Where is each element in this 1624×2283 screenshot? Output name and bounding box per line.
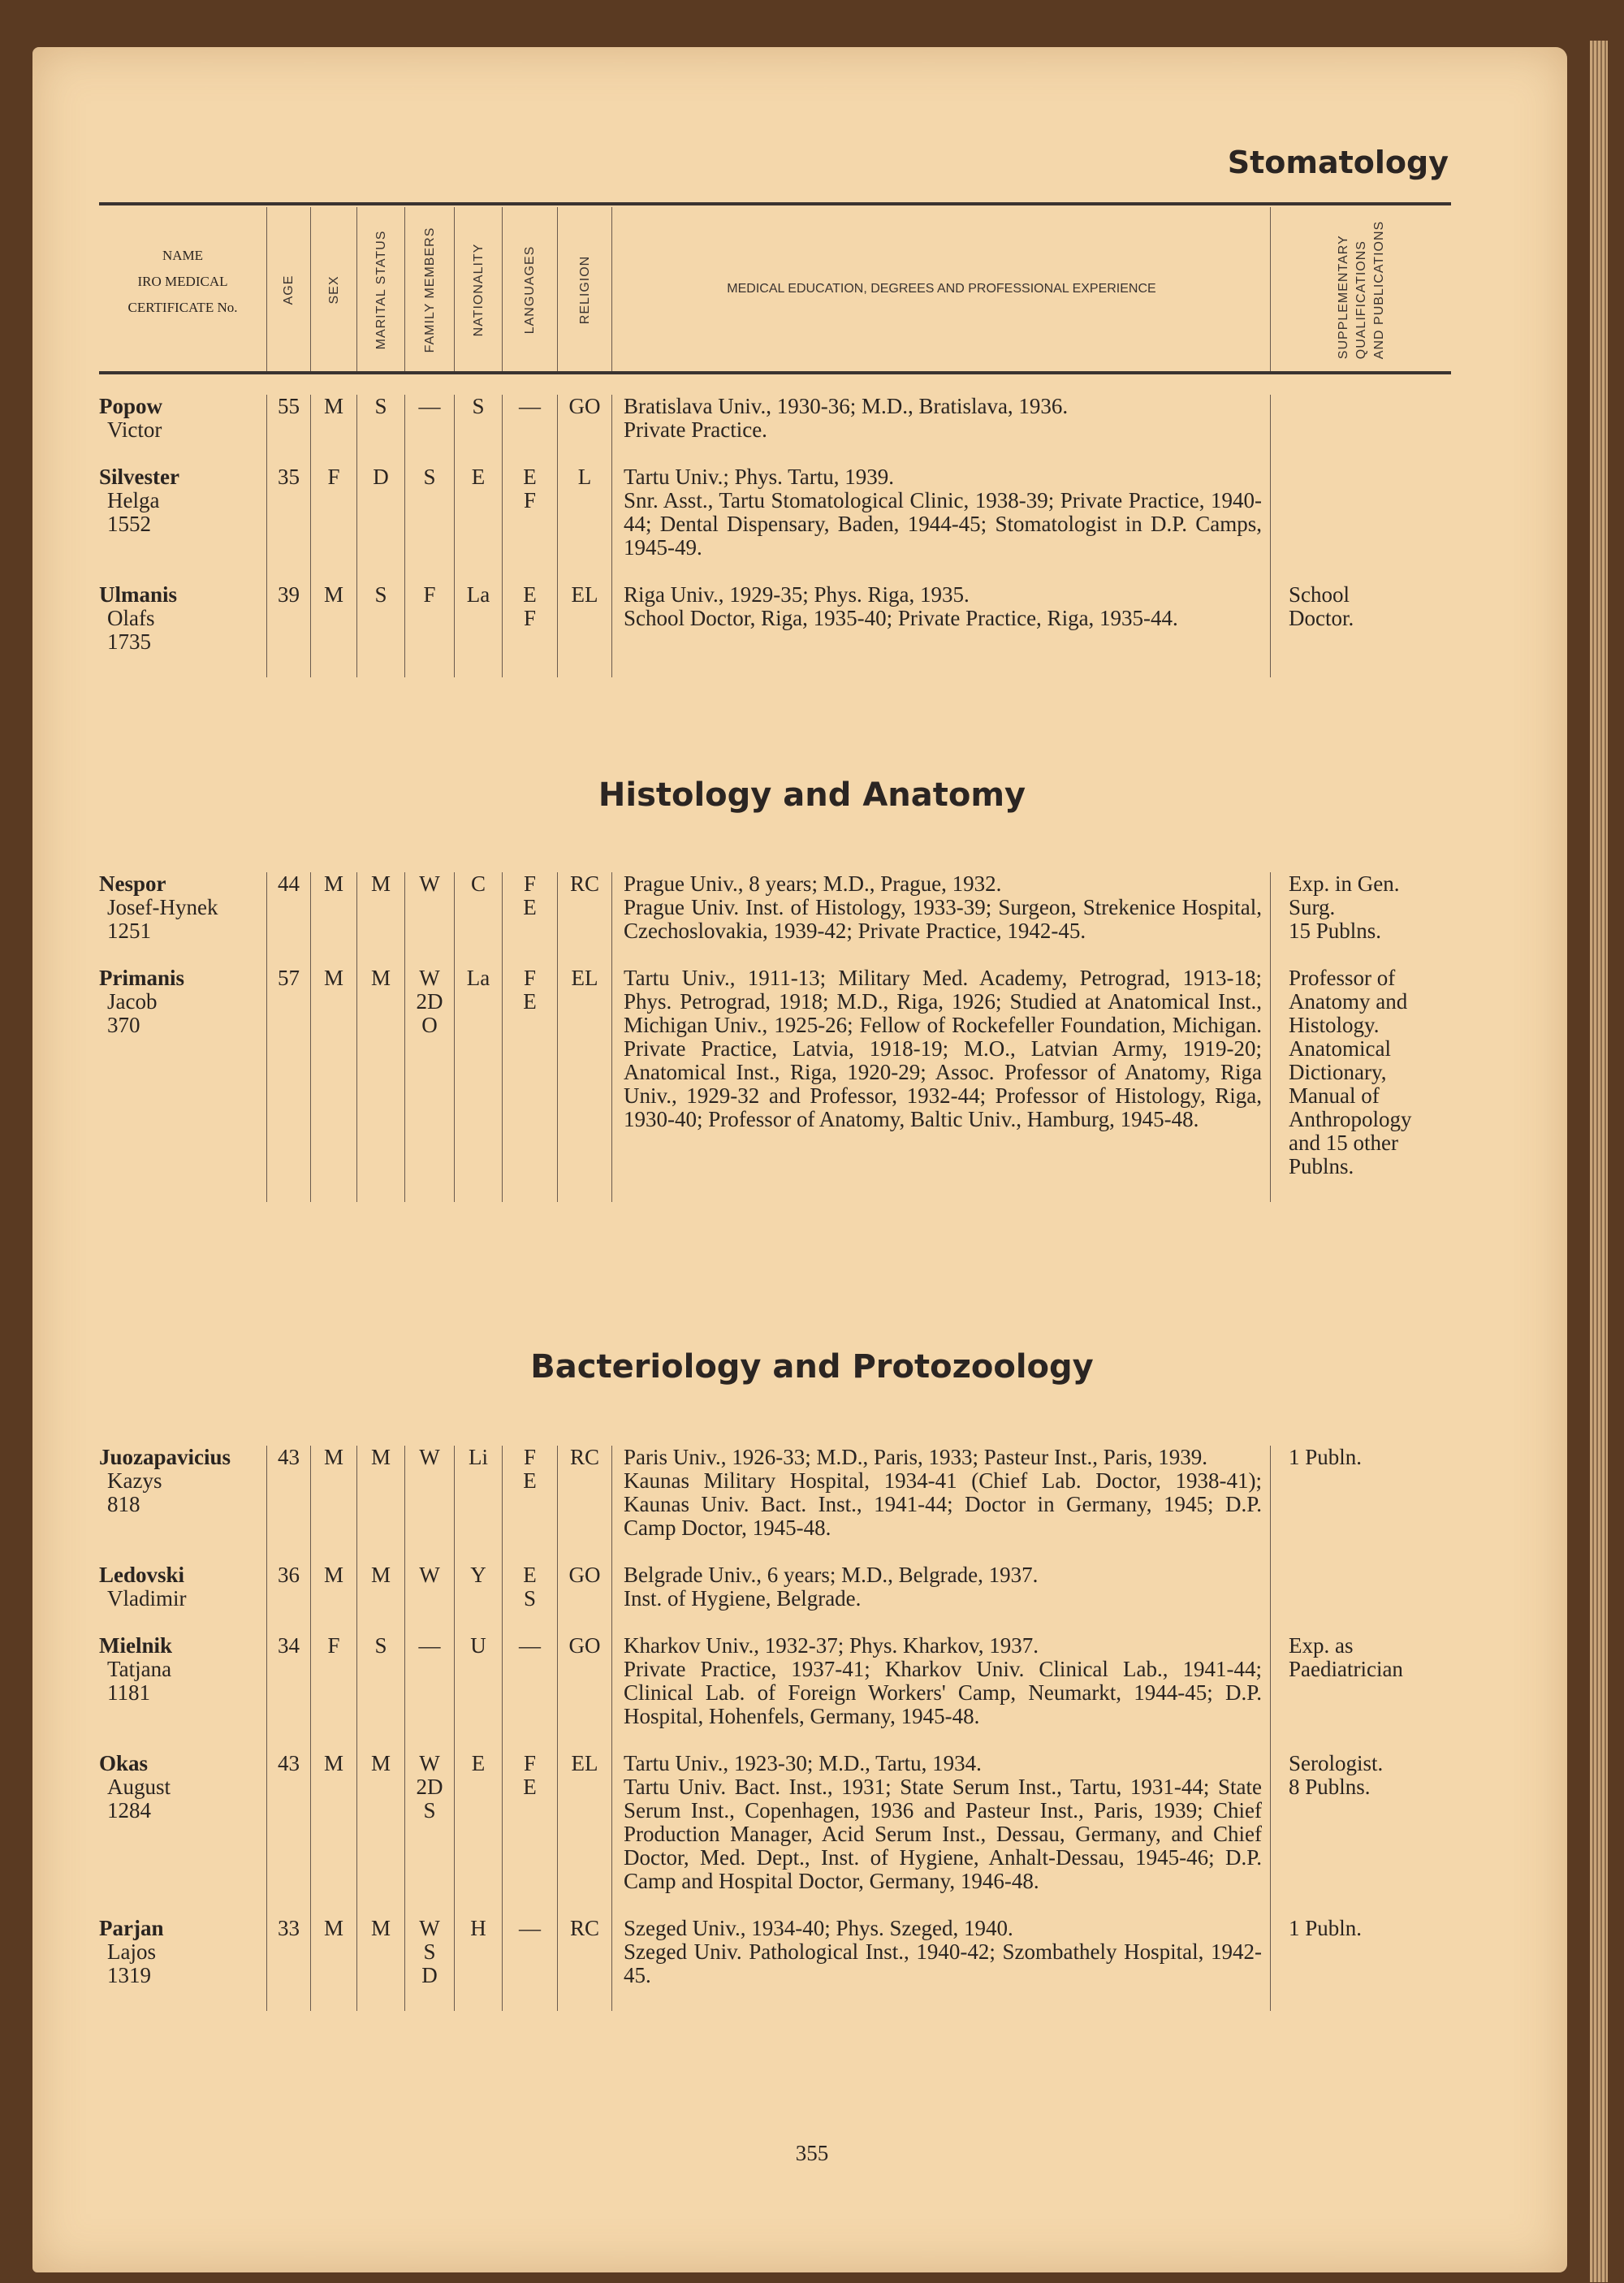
sex-cell: M — [310, 966, 356, 1202]
given-name-cert: Helga 1552 — [107, 488, 160, 536]
given-name-cert: August 1284 — [107, 1775, 171, 1823]
header-family-label: FAMILY MEMBERS — [422, 227, 437, 353]
marital-cell: S — [356, 583, 404, 677]
religion-cell: EL — [557, 1752, 611, 1917]
sex-cell: F — [310, 1634, 356, 1752]
table-header — [99, 207, 1451, 373]
education-line: Tartu Univ., 1911-13; Military Med. Academy, Petrograd, 1913-18; Phys. Petrograd, 1918; M.D., Riga, 1926; Studied at Anatomical Inst., Michigan Univ., 1925-26; Fellow of Rockefeller Foundation, Michigan. Private Practice, Latvia, 1918-19; M.O., Latvian Army, 1919-20; Anatomical Inst., Riga, 1920-29; Assoc. Professor of Anatomy, Riga Univ., 1929-32 and Professor, 1932-44; Professor of Histology, Riga, 1930-40; Professor of Anatomy, Baltic Univ., Hamburg, 1945-48. — [624, 966, 1262, 1131]
name-cell — [99, 583, 266, 677]
languages-cell: F E — [502, 1752, 557, 1917]
header-iro-label: IRO MEDICAL — [137, 274, 228, 289]
given-name-cert: Olafs 1735 — [107, 606, 155, 654]
marital-cell: M — [356, 1563, 404, 1634]
name-cell — [99, 1917, 266, 2011]
header-supp-line: SUPPLEMENTARY — [1336, 235, 1350, 360]
marital-cell: M — [356, 1917, 404, 2011]
education-line: Tartu Univ., 1923-30; M.D., Tartu, 1934. — [624, 1751, 982, 1775]
age-cell: 43 — [266, 1752, 310, 1917]
surname: Ledovski — [99, 1563, 185, 1587]
header-education — [611, 207, 1271, 373]
education-line: Prague Univ., 8 years; M.D., Prague, 1932. — [624, 871, 1002, 896]
education-line: Kharkov Univ., 1932-37; Phys. Kharkov, 1937. — [624, 1633, 1039, 1658]
header-languages-label: LANGUAGES — [523, 245, 537, 335]
family-cell: — — [404, 395, 454, 465]
age-cell: 34 — [266, 1634, 310, 1752]
sex-cell: M — [310, 1446, 356, 1563]
education-line: Paris Univ., 1926-33; M.D., Paris, 1933; Pasteur Inst., Paris, 1939. — [624, 1445, 1207, 1469]
header-religion-label: RELIGION — [577, 255, 592, 325]
header-supp-label — [1335, 221, 1389, 359]
religion-cell: GO — [557, 1634, 611, 1752]
education-line: Private Practice. — [624, 417, 767, 442]
header-name-label: NAME — [162, 248, 204, 263]
age-cell: 55 — [266, 395, 310, 465]
supplementary-cell: Serologist. 8 Publns. — [1270, 1752, 1451, 1917]
education-line: Riga Univ., 1929-35; Phys. Riga, 1935. — [624, 582, 970, 607]
name-cell — [99, 465, 266, 583]
name-cell — [99, 872, 266, 966]
table-row — [99, 465, 1451, 583]
header-age-label: AGE — [282, 275, 296, 305]
surname: Ulmanis — [99, 582, 178, 607]
education-line: Bratislava Univ., 1930-36; M.D., Bratislava, 1936. — [624, 394, 1069, 418]
header-supplementary — [1270, 207, 1452, 373]
family-cell: W 2D S — [404, 1752, 454, 1917]
education-line: Prague Univ. Inst. of Histology, 1933-39; Surgeon, Strekenice Hospital, Czechoslovakia, 1939-42; Private Practice, 1942-45. — [624, 895, 1262, 943]
sex-cell: M — [310, 872, 356, 966]
education-cell — [611, 1917, 1270, 2011]
nationality-cell: Y — [454, 1563, 502, 1634]
religion-cell: EL — [557, 966, 611, 1202]
table-row — [99, 1446, 1451, 1563]
table-row — [99, 1917, 1451, 2011]
education-line: Szeged Univ., 1934-40; Phys. Szeged, 1940. — [624, 1916, 1013, 1940]
marital-cell: S — [356, 395, 404, 465]
age-cell: 44 — [266, 872, 310, 966]
religion-cell: GO — [557, 1563, 611, 1634]
languages-cell: E S — [502, 1563, 557, 1634]
marital-cell: M — [356, 966, 404, 1202]
languages-cell: E F — [502, 583, 557, 677]
languages-cell: — — [502, 1917, 557, 2011]
education-cell — [611, 966, 1270, 1202]
header-sex-label: SEX — [326, 275, 341, 305]
religion-cell: RC — [557, 1917, 611, 2011]
nationality-cell: H — [454, 1917, 502, 2011]
nationality-cell: E — [454, 465, 502, 583]
languages-cell: — — [502, 395, 557, 465]
given-name-cert: Victor — [107, 417, 162, 442]
education-cell — [611, 583, 1270, 677]
name-cell — [99, 1446, 266, 1563]
name-cell — [99, 1563, 266, 1634]
surname: Juozapavicius — [99, 1445, 231, 1469]
languages-cell: F E — [502, 872, 557, 966]
table-row — [99, 872, 1451, 966]
family-cell: S — [404, 465, 454, 583]
header-religion — [557, 207, 612, 373]
languages-cell: — — [502, 1634, 557, 1752]
languages-cell: E F — [502, 465, 557, 583]
nationality-cell: Li — [454, 1446, 502, 1563]
header-cert-label: CERTIFICATE No. — [127, 300, 238, 315]
surname: Nespor — [99, 871, 166, 896]
sex-cell: M — [310, 583, 356, 677]
languages-cell: F E — [502, 1446, 557, 1563]
given-name-cert: Vladimir — [107, 1586, 187, 1611]
age-cell: 39 — [266, 583, 310, 677]
marital-cell: M — [356, 1752, 404, 1917]
given-name-cert: Josef-Hynek 1251 — [107, 895, 218, 943]
education-line: Tartu Univ.; Phys. Tartu, 1939. — [624, 465, 894, 489]
religion-cell: L — [557, 465, 611, 583]
table-row — [99, 583, 1451, 677]
age-cell: 35 — [266, 465, 310, 583]
sex-cell: M — [310, 1563, 356, 1634]
header-nationality — [454, 207, 503, 373]
name-cell — [99, 966, 266, 1202]
supplementary-cell: 1 Publn. — [1270, 1446, 1451, 1563]
table-row — [99, 1752, 1451, 1917]
education-line: Inst. of Hygiene, Belgrade. — [624, 1586, 862, 1611]
age-cell: 57 — [266, 966, 310, 1202]
nationality-cell: S — [454, 395, 502, 465]
marital-cell: D — [356, 465, 404, 583]
table-row — [99, 395, 1451, 465]
education-cell — [611, 465, 1270, 583]
religion-cell: GO — [557, 395, 611, 465]
education-line: Snr. Asst., Tartu Stomatological Clinic, 1938-39; Private Practice, 1940-44; Dental Dispensary, Baden, 1944-45; Stomatologist in D.P. Camps, 1945-49. — [624, 488, 1262, 560]
supplementary-cell — [1270, 395, 1451, 465]
religion-cell: EL — [557, 583, 611, 677]
supplementary-cell: Exp. in Gen. Surg. 15 Publns. — [1270, 872, 1451, 966]
header-sex — [310, 207, 357, 373]
education-cell — [611, 1634, 1270, 1752]
header-age — [266, 207, 311, 373]
education-line: School Doctor, Riga, 1935-40; Private Practice, Riga, 1935-44. — [624, 606, 1178, 630]
family-cell: — — [404, 1634, 454, 1752]
family-cell: W — [404, 1563, 454, 1634]
family-cell: W S D — [404, 1917, 454, 2011]
name-cell — [99, 395, 266, 465]
header-languages — [502, 207, 558, 373]
family-cell: W — [404, 1446, 454, 1563]
education-line: Tartu Univ. Bact. Inst., 1931; State Serum Inst., Tartu, 1931-44; State Serum Inst., Copenhagen, 1936 and Pasteur Inst., Paris, 1939; Chief Production Manager, Acid Serum Inst., Dessau, Germany, and Chief Doctor, Med. Dept., Inst. of Hygiene, Anhalt-Dessau, 1945-46; D.P. Camp and Hospital Doctor, Germany, 1946-48. — [624, 1775, 1262, 1893]
education-cell — [611, 872, 1270, 966]
supplementary-cell: School Doctor. — [1270, 583, 1451, 677]
table-row — [99, 1634, 1451, 1752]
education-cell — [611, 395, 1270, 465]
education-cell — [611, 1563, 1270, 1634]
nationality-cell: C — [454, 872, 502, 966]
surname: Parjan — [99, 1916, 164, 1940]
given-name-cert: Lajos 1319 — [107, 1939, 156, 1987]
age-cell: 33 — [266, 1917, 310, 2011]
sex-cell: M — [310, 1917, 356, 2011]
nationality-cell: La — [454, 583, 502, 677]
table-row — [99, 1563, 1451, 1634]
surname: Popow — [99, 394, 163, 418]
page-edges — [1590, 41, 1608, 2282]
supplementary-cell: Exp. as Paediatrician — [1270, 1634, 1451, 1752]
header-supp-line: AND PUBLICATIONS — [1371, 220, 1386, 360]
section-histology — [99, 872, 1451, 1202]
marital-cell: M — [356, 872, 404, 966]
header-name — [99, 243, 266, 321]
header-marital-label: MARITAL STATUS — [374, 230, 388, 350]
page-number: 355 — [795, 2141, 829, 2165]
family-cell: W — [404, 872, 454, 966]
education-line: Belgrade Univ., 6 years; M.D., Belgrade, 1937. — [624, 1563, 1039, 1587]
sex-cell: M — [310, 395, 356, 465]
section-title: Bacteriology and Protozoology — [530, 1348, 1094, 1386]
nationality-cell: La — [454, 966, 502, 1202]
surname: Primanis — [99, 966, 184, 990]
supplementary-cell — [1270, 1563, 1451, 1634]
education-cell — [611, 1752, 1270, 1917]
marital-cell: M — [356, 1446, 404, 1563]
header-top-rule — [99, 202, 1451, 205]
education-line: Private Practice, 1937-41; Kharkov Univ. Clinical Lab., 1941-44; Clinical Lab. of Foreign Workers' Camp, Neumarkt, 1944-45; D.P. Hospital, Hohenfels, Germany, 1945-48. — [624, 1657, 1262, 1728]
page-title: Stomatology — [1227, 145, 1449, 180]
supplementary-cell — [1270, 465, 1451, 583]
section-bacteriology — [99, 1446, 1451, 2011]
given-name-cert: Jacob 370 — [107, 989, 158, 1037]
supplementary-cell: Professor of Anatomy and Histology. Anatomical Dictionary, Manual of Anthropology and 15 other Publns. — [1270, 966, 1451, 1202]
section-stomatology — [99, 395, 1451, 677]
given-name-cert: Kazys 818 — [107, 1468, 162, 1516]
surname: Okas — [99, 1751, 149, 1775]
supplementary-cell: 1 Publn. — [1270, 1917, 1451, 2011]
sex-cell: F — [310, 465, 356, 583]
table-row — [99, 966, 1451, 1202]
family-cell: W 2D O — [404, 966, 454, 1202]
marital-cell: S — [356, 1634, 404, 1752]
header-marital — [356, 207, 405, 373]
religion-cell: RC — [557, 872, 611, 966]
education-line: Kaunas Military Hospital, 1934-41 (Chief Lab. Doctor, 1938-41); Kaunas Univ. Bact. Inst., 1941-44; Doctor in Germany, 1945; D.P. Camp Doctor, 1945-48. — [624, 1468, 1262, 1540]
header-family — [404, 207, 455, 373]
surname: Mielnik — [99, 1633, 173, 1658]
section-title: Histology and Anatomy — [598, 776, 1026, 814]
header-education-label: MEDICAL EDUCATION, DEGREES AND PROFESSIONAL EXPERIENCE — [727, 282, 1156, 296]
religion-cell: RC — [557, 1446, 611, 1563]
age-cell: 43 — [266, 1446, 310, 1563]
header-supp-line: QUALIFICATIONS — [1354, 240, 1368, 360]
surname: Silvester — [99, 465, 179, 489]
sex-cell: M — [310, 1752, 356, 1917]
name-cell — [99, 1752, 266, 1917]
languages-cell: F E — [502, 966, 557, 1202]
age-cell: 36 — [266, 1563, 310, 1634]
education-line: Szeged Univ. Pathological Inst., 1940-42; Szombathely Hospital, 1942-45. — [624, 1939, 1262, 1987]
family-cell: F — [404, 583, 454, 677]
header-nationality-label: NATIONALITY — [471, 243, 486, 337]
nationality-cell: E — [454, 1752, 502, 1917]
header-bottom-rule — [99, 371, 1451, 374]
given-name-cert: Tatjana 1181 — [107, 1657, 172, 1705]
nationality-cell: U — [454, 1634, 502, 1752]
name-cell — [99, 1634, 266, 1752]
education-cell — [611, 1446, 1270, 1563]
